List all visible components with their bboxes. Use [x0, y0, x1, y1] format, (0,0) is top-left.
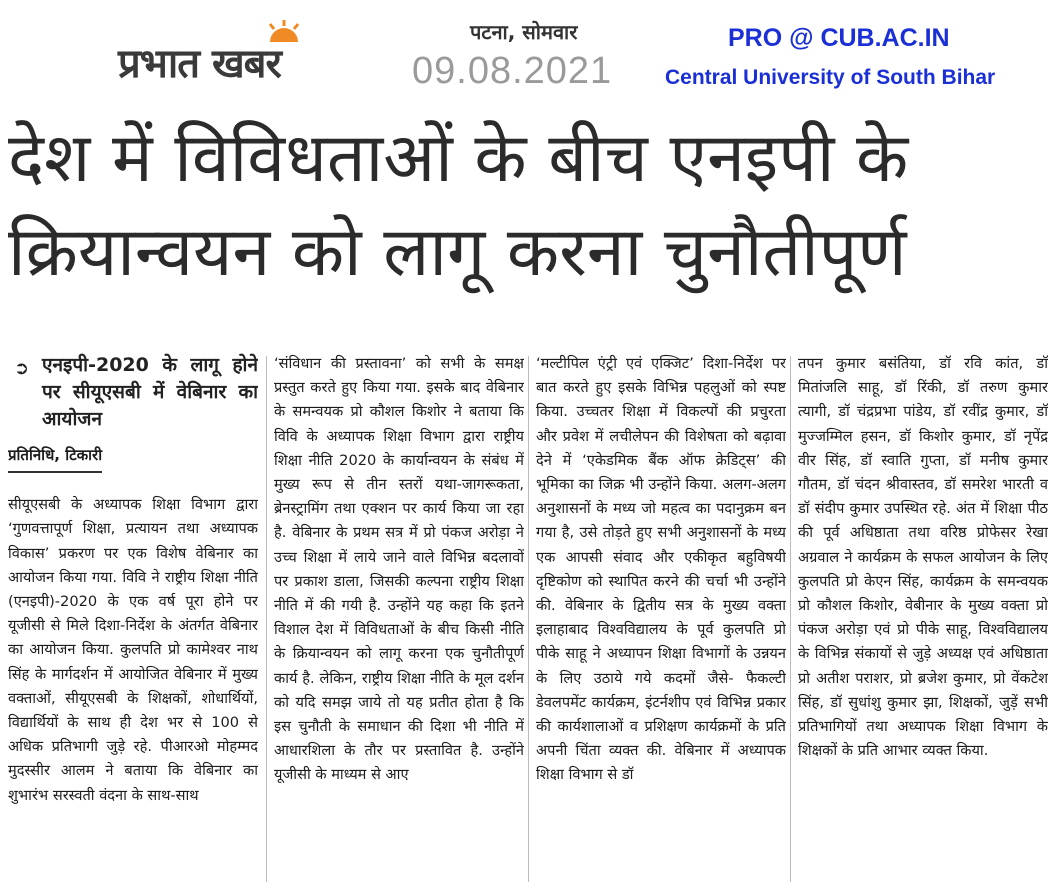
column-2 — [274, 352, 524, 884]
arrow-icon: ➲ — [14, 358, 30, 379]
publication-date: 09.08.2021 — [412, 50, 613, 92]
column-1-text: सीयूएसबी के अध्यापक शिक्षा विभाग द्वारा ‘गुणवत्तापूर्ण शिक्षा, प्रत्यायन तथा अध्यापक विकास’ प्रकरण पर एक विशेष वेबिनार का आयोजन किया गया. विवि ने राष्ट्रीय शिक्षा नीति (एनइपी)-2020 के एक वर्ष पूरा होने पर यूजीसी से मिले दिशा-निर्देश के अंतर्गत वेबिनार का आयोजन किया. कुलपति प्रो कामेश्वर नाथ सिंह के मार्गदर्शन में आयोजित वेबिनार में मुख्य वक्ताओं, सीयूएसबी के शिक्षकों, शोधार्थियों, विद्यार्थियों के साथ ही देश भर से 100 से अधिक प्रतिभागी जुड़े रहे. पीआरओ मोहम्मद मुदस्सीर आलम ने बताया कि वेबिनार का शुभारंभ सरस्वती वंदना के साथ-साथ — [8, 496, 258, 804]
column-4-text: तपन कुमार बसंतिया, डॉ रवि कांत, डॉ मितांजलि साहू, डॉ रिंकी, डॉ तरुण कुमार त्यागी, डॉ चंद्रप्रभा पांडेय, डॉ रवींद्र कुमार, डॉ मुज्जम्मिल हसन, डॉ किशोर कुमार, डॉ नृपेंद्र वीर सिंह, डॉ स्वाति गुप्ता, डॉ मनीष कुमार गौतम, डॉ चंदन श्रीवास्तव, डॉ समरेश भारती व डॉ संदीप कुमार उपस्थित रहे. अंत में शिक्षा पीठ की पूर्व अधिष्ठाता तथा वरिष्ठ प्रोफेसर रेखा अग्रवाल ने कार्यक्रम के सफल आयोजन के लिए कुलपति प्रो केएन सिंह, कार्यक्रम के समन्वयक प्रो कौशल किशोर, वेबीनार के मुख्य वक्ता प्रो पंकज अरोड़ा एवं प्रो पीके साहू, विश्वविद्यालय के विभिन्न संकायों से जुड़े अध्यक्ष एवं अधिष्ठाता प्रो अतीश पराशर, प्रो ब्रजेश कुमार, प्रो वेंकटेश सिंह, डॉ सुधांशु कुमार झा, शिक्षकों, जुड़ें सभी प्रतिभागियों तथा अध्यापक शिक्षा विभाग के शिक्षकों के प्रति आभार व्यक्त किया. — [798, 355, 1048, 760]
article-body — [8, 352, 1048, 884]
column-3-text: ‘मल्टीपिल एंट्री एवं एक्जिट’ दिशा-निर्देश पर बात करते हुए इसके विभिन्न पहलुओं को स्पष्ट किया. उच्चतर शिक्षा में विकल्पों की प्रचुरता और प्रवेश में लचीलेपन की विशेषता को बढ़ावा देने में ‘एकेडमिक बैंक ऑफ क्रेडिट्स’ की भूमिका का जिक्र भी उन्होंने किया. अलग-अलग अनुशासनों के मध्य जो महत्व का पदानुक्रम बन गया है, उसे तोड़ते हुए सभी अनुशासनों के मध्य एक आपसी संवाद और एकीकृत बहुविषयी दृष्टिकोण को स्थापित करने की चर्चा भी उन्होंने की. वेबिनार के द्वितीय सत्र के मुख्य वक्ता इलाहाबाद विश्वविद्यालय के पूर्व कुलपति प्रो पीके साहू ने अध्यापन शिक्षा विभागों के उन्नयन के लिए उठाये गये कदमों जैसे- फैकल्टी डेवलपमेंट कार्यक्रम, इंटर्नशीप एवं विभिन्न प्रकार की कार्यशालाओं व प्रशिक्षण कार्यक्रमों के प्रति अपनी चिंता व्यक्त की. वेबिनार में अध्यापक शिक्षा विभाग से डॉ — [536, 355, 786, 784]
logo-text: प्रभात खबर — [118, 41, 281, 87]
column-3 — [536, 352, 786, 884]
column-divider — [528, 356, 529, 882]
newspaper-logo — [118, 20, 368, 92]
column-divider — [266, 356, 267, 882]
masthead — [0, 0, 1053, 112]
headline-line-2: क्रियान्वयन को लागू करना चुनौतीपूर्ण — [8, 213, 907, 292]
column-1 — [8, 352, 258, 884]
city-day-label: पटना, सोमवार — [470, 20, 578, 44]
column-2-text: ‘संविधान की प्रस्तावना’ को सभी के समक्ष प्रस्तुत करते हुए किया गया. इसके बाद वेबिनार के समन्वयक प्रो कौशल किशोर ने बताया कि विवि के अध्यापक शिक्षा विभाग द्वारा राष्ट्रीय शिक्षा नीति 2020 के कार्यान्वयन के संबंध में मुख्य रूप से तीन स्तरों यथा-जागरूकता, ब्रेनस्ट्रामिंग तथा एक्शन पर कार्य किया जा रहा है. वेबिनार के प्रथम सत्र में प्रो पंकज अरोड़ा ने उच्च शिक्षा में लाये जाने वाले विभिन्न बदलावों पर प्रकाश डाला, जिसकी कल्पना राष्ट्रीय शिक्षा नीति में की गयी है. उन्होंने यह कहा कि इतने विशाल देश में विविधताओं के बीच किसी नीति के क्रियान्वयन को लागू करना एक चुनौतीपूर्ण कार्य है. लेकिन, राष्ट्रीय शिक्षा नीति के मूल दर्शन को यदि समझ जाये तो यह प्रतीत होता है कि इस चुनौती के समाधान की दिशा भी नीति में आधारशिला के तौर पर प्रस्तावित है. उन्होंने यूजीसी के माध्यम से आए — [274, 355, 524, 784]
subheadline — [8, 352, 258, 433]
subheadline-text: एनइपी-2020 के लागू होने पर सीयूएसबी में वेबिनार का आयोजन — [42, 354, 258, 430]
byline: प्रतिनिधि, टिकारी — [8, 443, 102, 473]
pro-label: PRO @ CUB.AC.IN — [728, 24, 950, 52]
column-4 — [798, 352, 1048, 884]
headline — [8, 112, 1048, 300]
headline-line-1: देश में विविधताओं के बीच एनइपी के — [8, 119, 909, 198]
university-name: Central University of South Bihar — [665, 66, 996, 89]
column-divider — [790, 356, 791, 882]
